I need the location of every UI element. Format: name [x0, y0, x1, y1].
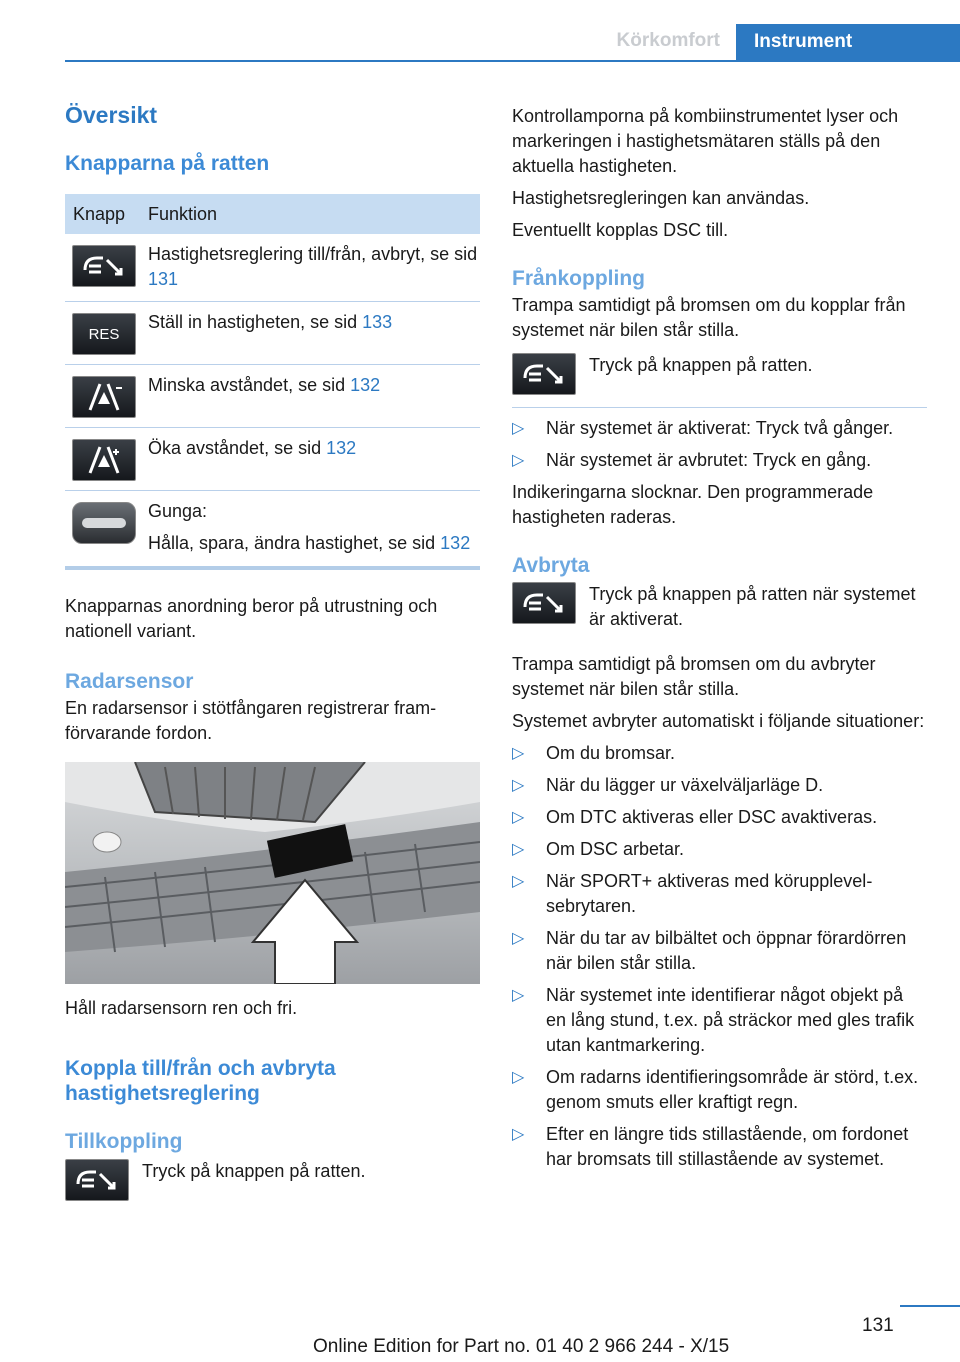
- list-item-text: Om DSC arbetar.: [546, 839, 685, 859]
- radar-text: En radarsensor i stötfångaren registrerar framförvarande fordon.: [65, 698, 437, 743]
- page-link[interactable]: 131: [148, 269, 179, 289]
- left-column: [65, 100, 480, 1201]
- list-item-text: När systemet är avbrutet: Tryck en gång.: [546, 450, 872, 470]
- table-row: [65, 365, 480, 428]
- cruise-control-icon: [512, 582, 576, 624]
- cruise-control-icon: [72, 245, 136, 287]
- page-header: [0, 0, 960, 62]
- row-text: Hålla, spara, ändra hastighet, se sid: [148, 533, 441, 553]
- cancel-list: [512, 741, 927, 1172]
- off-instruction: [512, 353, 927, 395]
- row-text: Hastighetsreglering till/från, avbryt, se sid: [148, 244, 478, 264]
- row-text: Gunga:: [148, 501, 208, 521]
- intro-text: Kontrollamporna på kombiinstrumentet lyser och markeringen i hastighetsmätaren ställs på den aktuella hastigheten.: [512, 106, 899, 176]
- col-funktion: Funktion: [148, 203, 218, 224]
- heading-on: Tillkoppling: [65, 1130, 183, 1153]
- list-item: [512, 448, 927, 473]
- divider: [512, 407, 927, 408]
- row-text: Öka avståndet, se sid: [148, 438, 327, 458]
- list-item-text: När du tar av bilbältet och öppnar förardörren när bilen står stilla.: [546, 928, 907, 973]
- cruise-control-icon: [512, 353, 576, 395]
- list-item: [512, 869, 927, 919]
- page-link[interactable]: 132: [326, 438, 357, 458]
- distance-decrease-icon: [72, 376, 136, 418]
- list-item-text: Om DTC aktiveras eller DSC avaktiveras.: [546, 807, 878, 827]
- list-item-text: När SPORT+ aktiveras med körupplevelsebrytaren.: [546, 871, 873, 916]
- page-link[interactable]: 132: [350, 375, 381, 395]
- off-after-text: Indikeringarna slocknar. Den programmerade hastigheten raderas.: [512, 482, 874, 527]
- list-item-text: Om radarns identifieringsområde är störd, t.ex. genom smuts eller kraftigt regn.: [546, 1067, 919, 1112]
- list-item: [512, 1122, 927, 1172]
- table-row: [65, 491, 480, 566]
- arrow-icon: ▷: [512, 1069, 525, 1086]
- dsc-text: Eventuellt kopplas DSC till.: [512, 220, 729, 240]
- list-item: [512, 741, 927, 766]
- table-row: [65, 428, 480, 491]
- list-item-text: När systemet är aktiverat: Tryck två gånger.: [546, 418, 894, 438]
- off-text: Trampa samtidigt på bromsen om du kopplar från systemet när bilen står stilla.: [512, 295, 906, 340]
- heading-radar: Radarsensor: [65, 670, 194, 693]
- arrow-icon: ▷: [512, 873, 525, 890]
- arrow-icon: ▷: [512, 745, 525, 762]
- header-section: Körkomfort: [616, 30, 720, 51]
- page-link[interactable]: 132: [440, 533, 471, 553]
- arrow-icon: ▷: [512, 930, 525, 947]
- list-item-text: När systemet inte identifierar något objekt på en lång stund, t.ex. på sträckor med gles trafik utan kantmarkering.: [546, 985, 915, 1055]
- list-item: [512, 926, 927, 976]
- list-item: [512, 983, 927, 1058]
- cancel-text-2: Systemet avbryter automatiskt i följande situationer:: [512, 711, 925, 731]
- table-row: [65, 234, 480, 302]
- list-item-text: När du lägger ur växelväljarläge D.: [546, 775, 824, 795]
- res-label: RES: [88, 325, 120, 343]
- heading-overview: Översikt: [65, 102, 158, 128]
- distance-increase-icon: [72, 439, 136, 481]
- table-row: [65, 302, 480, 365]
- list-item-text: Om du bromsar.: [546, 743, 676, 763]
- list-item: [512, 805, 927, 830]
- cancel-instruction: [512, 582, 927, 632]
- arrangement-note: Knapparnas anordning beror på utrustning och nationell variant.: [65, 596, 438, 641]
- radar-sensor-photo: [65, 762, 480, 984]
- table-header: [65, 194, 480, 234]
- list-item: [512, 773, 927, 798]
- row-text: Minska avståndet, se sid: [148, 375, 351, 395]
- col-knapp: Knapp: [73, 203, 126, 224]
- heading-off: Frånkoppling: [512, 267, 645, 290]
- arrow-icon: ▷: [512, 1126, 525, 1143]
- photo-caption: Håll radarsensorn ren och fri.: [65, 998, 298, 1018]
- list-item: [512, 1065, 927, 1115]
- page-number: 131: [862, 1315, 894, 1336]
- off-icon-text: Tryck på knappen på ratten.: [589, 355, 813, 375]
- usable-text: Hastighetsregleringen kan användas.: [512, 188, 810, 208]
- buttons-table: [65, 194, 480, 570]
- off-list: [512, 416, 927, 473]
- heading-switch: Koppla till/från och avbryta hastighetsreglering: [65, 1057, 336, 1105]
- res-icon: [72, 313, 136, 355]
- cruise-control-icon: [65, 1159, 129, 1201]
- page-link[interactable]: 133: [362, 312, 393, 332]
- heading-cancel: Avbryta: [512, 554, 590, 577]
- on-instruction: [65, 1159, 480, 1201]
- arrow-icon: ▷: [512, 777, 525, 794]
- header-tab: Instrument: [736, 24, 960, 62]
- arrow-icon: ▷: [512, 841, 525, 858]
- rocker-icon: [72, 502, 136, 544]
- arrow-icon: ▷: [512, 452, 525, 469]
- list-item-text: Efter en längre tids stillastående, om fordonet har bromsats till stillastående av systemet.: [546, 1124, 909, 1169]
- list-item: [512, 416, 927, 441]
- on-text: Tryck på knappen på ratten.: [142, 1161, 366, 1181]
- cancel-icon-text: Tryck på knappen på ratten när systemet är aktiverat.: [589, 584, 916, 629]
- arrow-icon: ▷: [512, 420, 525, 437]
- edition-note: Online Edition for Part no. 01 40 2 966 244 - X/15: [313, 1336, 730, 1357]
- list-item: [512, 837, 927, 862]
- cancel-text-1: Trampa samtidigt på bromsen om du avbryter systemet när bilen står stilla.: [512, 654, 876, 699]
- heading-buttons: Knapparna på ratten: [65, 152, 270, 175]
- footer-rule: [900, 1305, 960, 1307]
- right-column: [512, 100, 927, 1179]
- row-text: Ställ in hastigheten, se sid: [148, 312, 363, 332]
- arrow-icon: ▷: [512, 987, 525, 1004]
- arrow-icon: ▷: [512, 809, 525, 826]
- table-end-rule: [65, 566, 480, 570]
